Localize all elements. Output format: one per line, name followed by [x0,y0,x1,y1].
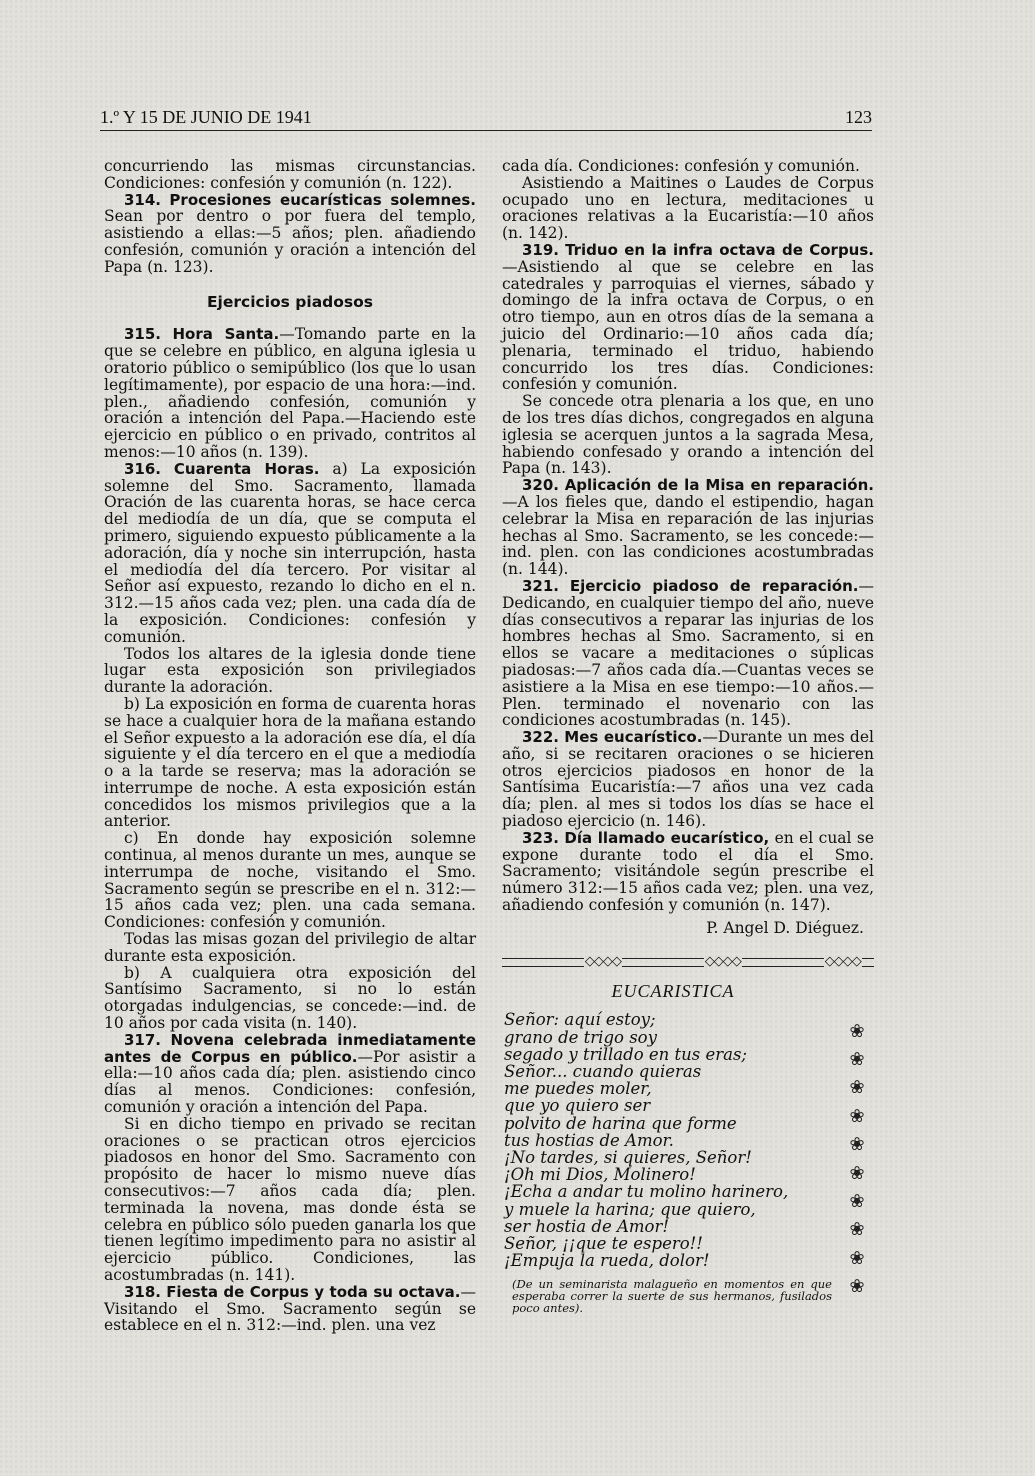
poem-line: grano de trigo soy [504,1027,657,1047]
section-number: 316. [124,459,162,478]
diamond-ornament-icon: ◇◇◇◇ [584,954,621,970]
paragraph-321 [502,578,874,729]
paragraph: concurriendo las mismas circunstancias. Condiciones: confesión y comunión (n. 122). [104,157,476,192]
poem-line: que yo quiero ser [504,1096,651,1116]
paragraph: Si en dicho tiempo en privado se recitan oraciones o se practican otros ejercicios piadosos en honor del Smo. Sacramento con propósito de hacer lo mismo nueve días consecutivos:—7 años cada día; plen. terminada la novena, mas donde ésta se celebra en público sólo pueden ganarla los que tienen legítimo impedimento para no asistir al ejercicio público. Condiciones, las acostumbradas (n. 141). [104,1114,476,1284]
section-text: Sean por dentro o por fuera del templo, asistiendo a ellas:—5 años; plen. añadiendo confesión, comunión y oración a intención del Papa (n. 123). [104,207,476,276]
divider-rule [742,958,824,967]
diamond-ornament-icon: ◇◇◇◇ [704,954,741,970]
section-number: 321. [522,576,560,595]
section-text: —A los fieles que, dando el estipendio, hagan celebrar la Misa en reparación de las injurias hechas al Smo. Sacramento, se les concede:—ind. plen. con las condiciones acostumbradas (n. 144). [502,492,874,579]
poem-line: ¡Empuja la rueda, dolor! [504,1251,710,1271]
flower-ornament-icon: ❀ [849,1020,865,1042]
section-text: —Tomando parte en la que se celebre en público, en alguna iglesia u oratorio público o semipúblico (los que lo usan legítimamente), por espacio de una hora:—ind. plen., añadiendo confesión, comunión y oración a intención del Papa.—Haciendo este ejercicio en público o en privado, contritos al menos:—10 años (n. 139). [104,325,476,461]
flower-ornament-icon: ❀ [849,1276,865,1298]
paragraph: Todas las misas gozan del privilegio de altar durante esta exposición. [104,930,476,965]
page-number: 123 [845,107,872,127]
section-number: 320. [522,476,560,495]
section-number: 323. [522,828,560,847]
poem-line: ser hostia de Amor! [504,1216,669,1236]
paragraph-320 [502,477,874,578]
flower-ornament-icon: ❀ [849,1049,865,1071]
flower-ornament-icon: ❀ [849,1162,865,1184]
section-title: Ejercicio piadoso de reparación. [569,576,859,595]
section-title: Día llamado eucarístico, [564,828,770,847]
page-header [100,104,872,131]
flower-ornament-icon: ❀ [849,1077,865,1099]
section-number: 322. [522,728,560,747]
section-title: Mes eucarístico. [564,728,703,747]
paragraph: c) En donde hay exposición solemne continua, al menos durante un mes, aunque se interrumpa de noche, visitando el Smo. Sacramento según se prescribe en el n. 312:—15 años cada vez; plen. una cada semana. Condiciones: confesión y comunión. [104,829,476,932]
poem-line: segado y trillado en tus eras; [504,1044,747,1064]
section-title: Cuarenta Horas. [173,459,320,478]
flower-ornament-icon: ❀ [849,1219,865,1241]
paragraph-322 [502,729,874,830]
subheading: Ejercicios piadosos [206,292,374,311]
header-date: 1.º Y 15 DE JUNIO DE 1941 [100,107,312,127]
poem-line: ¡No tardes, si quieres, Señor! [504,1148,752,1168]
section-title: Novena celebrada inmediatamente antes de Corpus en público. [104,1030,476,1066]
section-number: 317. [124,1030,162,1049]
paragraph-316 [104,461,476,646]
section-title: Fiesta de Corpus y toda su octava. [166,1282,461,1301]
section-text: —Visitando el Smo. Sacramento según se establece en el n. 312:—ind. plen. una vez [104,1282,476,1335]
section-title: Procesiones eucarísticas solemnes. [169,190,476,209]
section-text: —Asistiendo al que se celebre en las catedrales y parroquias el viernes, sábado y domingo de la infra octava de Corpus, o en otro tiempo, aun en otros días de la semana a juicio del Ordinario:—10 años cada día; plenaria, terminado el triduo, habiendo concurrido los tres días. Condiciones: confesión y comunión. [502,257,874,394]
section-text: en el cual se expone durante todo el día el Smo. Sacramento; visitándole según prescribe el número 312:—15 años cada vez; plen. una vez, añadiendo confesión y comunión (n. 147). [502,828,875,915]
paragraph: cada día. Condiciones: confesión y comunión. [502,157,860,175]
paragraph: Todos los altares de la iglesia donde tiene lugar esta exposición son privilegiados durante la adoración. [104,644,476,697]
poem-line: me puedes moler, [504,1079,652,1099]
paragraph-315 [104,326,476,460]
paragraph: Asistiendo a Maitines o Laudes de Corpus ocupado uno en lectura, meditaciones u oraciones relativas a la Eucaristía:—10 años (n. 142). [502,173,874,243]
section-text: a) La exposición solemne del Smo. Sacramento, llamada Oración de las cuarenta horas, se hace cerca del mediodía de un día, que se computa el primero, siguiendo expuesto públicamente a la adoración, día y noche sin interrupción, hasta el mediodía del día tercero. Por visitar al Señor así expuesto, rezando lo dicho en el n. 312.—15 años cada vez; plen. una cada día de la exposición. Condiciones: confesión y comunión. [104,459,477,646]
section-number: 319. [522,240,560,259]
right-column [502,158,874,1314]
section-text: —Durante un mes del año, si se recitaren oraciones o se hicieren otros ejercicios piadosos en honor de la Santísima Eucaristía:—7 años una vez cada día; plen. al mes si todos los días se hace el piadoso ejercicio (n. 146). [502,728,874,831]
poem-block [502,980,874,1315]
section-number: 318. [124,1282,162,1301]
section-number: 314. [124,190,162,209]
paragraph-323 [502,830,874,914]
poem-line: tus hostias de Amor. [504,1130,674,1150]
divider-rule [622,958,704,967]
section-text: —Por asistir a ella:—10 años cada día; plen. asistiendo cinco días al menos. Condiciones: confesión, comunión y oración a intención del Papa. [104,1047,476,1117]
poem-line: Señor... cuando quieras [504,1062,702,1082]
poem-title: EUCARISTICA [611,980,735,1001]
paragraph-319 [502,242,874,393]
section-title: Triduo en la infra octava de Corpus. [565,240,874,259]
section-title: Aplicación de la Misa en reparación. [564,476,874,495]
diamond-ornament-icon: ◇◇◇◇ [824,954,861,970]
poem-line: ¡Oh mi Dios, Molinero! [504,1165,696,1185]
section-title: Hora Santa. [172,325,280,344]
poem-line: Señor, ¡¡que te espero!! [504,1234,703,1254]
flower-ornament-column [844,1019,874,1303]
poem-line: y muele la harina; que quiero, [504,1199,756,1219]
section-text: —Dedicando, en cualquier tiempo del año, nueve días consecutivos a reparar las injurias de los hombres hechas al Smo. Sacramento, si en ellos se vacare a meditaciones o súplicas piadosas:—7 años cada día.—Cuantas veces se asistiere a la Misa en ese tiempo:—10 años.—Plen. terminado el novenario con las condiciones acostumbradas (n. 145). [502,576,874,730]
author-signature: P. Angel D. Diéguez. [706,918,864,937]
poem-line: Señor: aquí estoy; [504,1010,656,1030]
divider-rule [502,958,584,967]
flower-ornament-icon: ❀ [849,1191,865,1212]
flower-ornament-icon: ❀ [849,1247,865,1269]
paragraph-318 [104,1284,476,1334]
paragraph: b) A cualquiera otra exposición del Santísimo Sacramento, si no lo están otorgadas indulgencias, se concede:—ind. de 10 años por cada visita (n. 140). [104,963,476,1033]
flower-ornament-icon: ❀ [849,1134,865,1156]
section-number: 315. [124,325,162,344]
paragraph-314 [104,192,476,276]
paragraph: b) La exposición en forma de cuarenta horas se hace a cualquier hora de la mañana estando el Señor expuesto a la adoración ese día, el día siguiente y el día tercero en el que a mediodía o a la tarde se reserva; mas la adoración se interrumpe de noche. A esta exposición están concedidos los mismos privilegios que a la anterior. [104,694,476,831]
flower-ornament-icon: ❀ [849,1105,865,1127]
poem-note: (De un seminarista malagueño en momentos en que esperaba correr la suerte de sus hermanos, fusilados poco antes). [512,1276,832,1315]
ornamental-divider [502,953,874,973]
divider-rule [862,958,874,967]
poem-line: polvito de harina que forme [504,1113,737,1133]
paragraph: Se concede otra plenaria a los que, en uno de los tres días dichos, congregados en alguna iglesia se acerquen juntos a la sagrada Mesa, habiendo confesado y orando a intención del Papa (n. 143). [502,392,874,478]
poem-line: ¡Echa a andar tu molino harinero, [504,1182,789,1202]
poem-lines [502,1011,834,1269]
left-column [104,158,476,1334]
paragraph-317 [104,1032,476,1116]
